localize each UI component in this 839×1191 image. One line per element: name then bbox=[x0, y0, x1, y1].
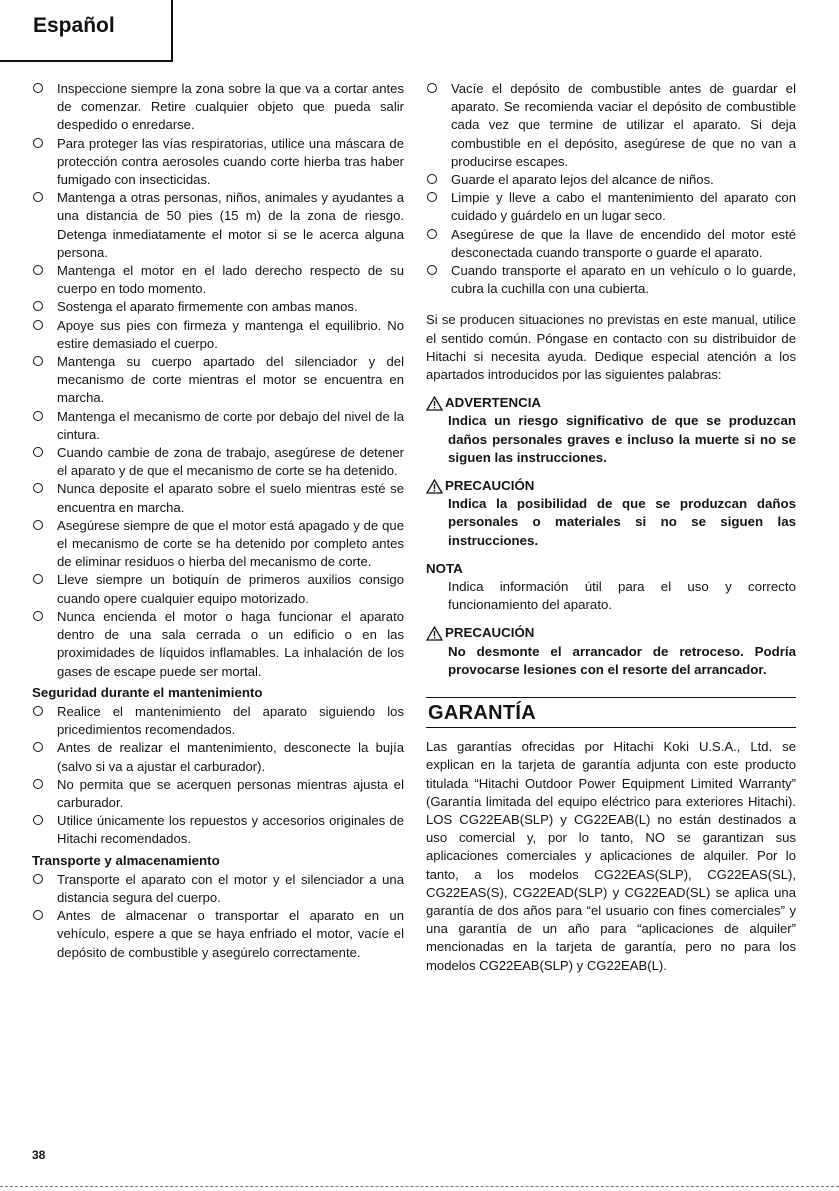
bullet-circle-icon bbox=[33, 520, 43, 530]
bullet-circle-icon bbox=[427, 229, 437, 239]
maintenance-list bbox=[32, 703, 404, 849]
advertencia-text: Indica un riesgo significativo de que se produzcan daños personales graves e incluso la muerte si no se siguen las instrucciones. bbox=[448, 413, 796, 465]
bullet-circle-icon bbox=[33, 815, 43, 825]
list-item: Asegúrese siempre de que el motor está apagado y de que el mecanismo de corte se ha detenido por completo antes de eliminar residuos o hierba del mecanismo de corte. bbox=[32, 517, 404, 572]
safety-list bbox=[32, 80, 404, 681]
signal-words-intro: Si se producen situaciones no previstas en este manual, utilice el sentido común. Póngase en contacto con su distribuidor de Hitachi si necesita ayuda. Dedique especial atención a los apartados introducidos por las siguientes palabras: bbox=[426, 312, 796, 383]
page-edge-line bbox=[0, 1186, 839, 1187]
list-item: Mantenga su cuerpo apartado del silenciador y del mecanismo de corte mientras el motor se encuentra en marcha. bbox=[32, 353, 404, 408]
list-item: Sostenga el aparato firmemente con ambas manos. bbox=[32, 298, 404, 316]
bullet-circle-icon bbox=[33, 192, 43, 202]
bullet-circle-icon bbox=[33, 411, 43, 421]
page-number: 38 bbox=[32, 1148, 46, 1162]
list-item: Antes de realizar el mantenimiento, desconecte la bujía (salvo si va a ajustar el carburador). bbox=[32, 739, 404, 775]
bullet-circle-icon bbox=[33, 483, 43, 493]
bullet-circle-icon bbox=[33, 574, 43, 584]
bullet-circle-icon bbox=[33, 138, 43, 148]
bullet-circle-icon bbox=[33, 910, 43, 920]
bullet-circle-icon bbox=[33, 742, 43, 752]
bullet-circle-icon bbox=[33, 874, 43, 884]
list-item: Antes de almacenar o transportar el aparato en un vehículo, espere a que se haya enfriado el motor, vacíe el depósito de combustible y asegúrelo correctamente. bbox=[32, 907, 404, 962]
nota-text: Indica información útil para el uso y correcto funcionamiento del aparato. bbox=[448, 579, 796, 613]
precaucion-text: Indica la posibilidad de que se produzcan daños personales o materiales si no se siguen las instrucciones. bbox=[448, 496, 796, 548]
advertencia-heading: ADVERTENCIA bbox=[426, 394, 796, 412]
list-item: Para proteger las vías respiratorias, utilice una máscara de protección contra aerosoles cuando corte hierba tras haber fumigado con insecticidas. bbox=[32, 135, 404, 190]
warning-triangle-icon bbox=[426, 626, 443, 641]
bullet-circle-icon bbox=[33, 611, 43, 621]
warranty-rule-bottom bbox=[426, 727, 796, 728]
bullet-circle-icon bbox=[33, 320, 43, 330]
bullet-circle-icon bbox=[427, 83, 437, 93]
bullet-circle-icon bbox=[33, 447, 43, 457]
precaucion2-text: No desmonte el arrancador de retroceso. Podría provocarse lesiones con el resorte del arrancador. bbox=[448, 643, 796, 677]
list-item: Realice el mantenimiento del aparato siguiendo los pricedimientos recomendados. bbox=[32, 703, 404, 739]
precaucion-heading: PRECAUCIÓN bbox=[426, 477, 796, 495]
bullet-circle-icon bbox=[427, 174, 437, 184]
precaucion2-heading: PRECAUCIÓN bbox=[426, 624, 796, 642]
list-item: Transporte el aparato con el motor y el silenciador a una distancia segura del cuerpo. bbox=[32, 871, 404, 907]
list-item: Vacíe el depósito de combustible antes de guardar el aparato. Se recomienda vaciar el depósito de combustible cada vez que termine de utilizar el aparato. Si deja combustible en el depósito, asegúrese de que no van a producirse escapes. bbox=[426, 80, 796, 171]
list-item: Nunca deposite el aparato sobre el suelo mientras esté se encuentra en marcha. bbox=[32, 480, 404, 516]
warranty-title: GARANTÍA bbox=[428, 702, 536, 725]
list-item: Mantenga el motor en el lado derecho respecto de su cuerpo en todo momento. bbox=[32, 262, 404, 298]
warning-triangle-icon bbox=[426, 396, 443, 411]
list-item: Limpie y lleve a cabo el mantenimiento del aparato con cuidado y guárdelo en un lugar seco. bbox=[426, 189, 796, 225]
transport-heading: Transporte y almacenamiento bbox=[32, 852, 220, 868]
right-column bbox=[426, 80, 796, 975]
left-column bbox=[32, 80, 404, 962]
language-label: Español bbox=[33, 14, 115, 37]
bullet-circle-icon bbox=[33, 356, 43, 366]
list-item: Mantenga el mecanismo de corte por debajo del nivel de la cintura. bbox=[32, 408, 404, 444]
list-item: Apoye sus pies con firmeza y mantenga el equilibrio. No estire demasiado el cuerpo. bbox=[32, 317, 404, 353]
language-tab bbox=[0, 0, 173, 62]
list-item: Lleve siempre un botiquín de primeros auxilios consigo cuando opere cualquier equipo motorizado. bbox=[32, 571, 404, 607]
bullet-circle-icon bbox=[33, 265, 43, 275]
bullet-circle-icon bbox=[427, 265, 437, 275]
list-item: Inspeccione siempre la zona sobre la que va a cortar antes de comenzar. Retire cualquier objeto que pueda salir despedido o enredarse. bbox=[32, 80, 404, 135]
list-item: Asegúrese de que la llave de encendido del motor esté desconectada cuando transporte o guarde el aparato. bbox=[426, 226, 796, 262]
nota-heading: NOTA bbox=[426, 560, 463, 576]
list-item: Guarde el aparato lejos del alcance de niños. bbox=[426, 171, 796, 189]
list-item: Mantenga a otras personas, niños, animales y ayudantes a una distancia de 50 pies (15 m) de la zona de riesgo. Detenga inmediatamente el motor si se le acerca alguna persona. bbox=[32, 189, 404, 262]
transport-list bbox=[32, 871, 404, 962]
bullet-circle-icon bbox=[33, 706, 43, 716]
maintenance-heading: Seguridad durante el mantenimiento bbox=[32, 684, 263, 700]
bullet-circle-icon bbox=[33, 301, 43, 311]
list-item: Cuando cambie de zona de trabajo, asegúrese de detener el aparato y de que el mecanismo de corte se ha detenido. bbox=[32, 444, 404, 480]
warning-triangle-icon bbox=[426, 479, 443, 494]
warranty-text: Las garantías ofrecidas por Hitachi Koki U.S.A., Ltd. se explican en la tarjeta de garantía adjunta con este producto titulada “Hitachi Outdoor Power Equipment Limited Warranty” (Garantía limitada del equipo eléctrico para exteriores Hitachi). LOS CG22EAB(SLP) y CG22EAB(L) no están destinados a uso comercial y, por lo tanto, NO se garantizan sus aplicaciones comerciales y aplicaciones de alquiler. Por lo tanto, a los modelos CG22EAS(SLP), CG22EAS(SL), CG22EAS(S), CG22EAD(SLP) y CG22EAD(SL) se aplica una garantía de dos años para “el usuario con fines comerciales” y una garantía de un año para “aplicaciones de alquiler” mencionadas en la tarjeta de garantía, pero no para los modelos CG22EAB(SLP) y CG22EAB(L). bbox=[426, 739, 796, 973]
list-item: Cuando transporte el aparato en un vehículo o lo guarde, cubra la cuchilla con una cubierta. bbox=[426, 262, 796, 298]
list-item: Nunca encienda el motor o haga funcionar el aparato dentro de una sala cerrada o un edificio o en las proximidades de líquidos inflamables. La inhalación de los gases de escape puede ser mortal. bbox=[32, 608, 404, 681]
bullet-circle-icon bbox=[427, 192, 437, 202]
list-item: No permita que se acerquen personas mientras ajusta el carburador. bbox=[32, 776, 404, 812]
bullet-circle-icon bbox=[33, 83, 43, 93]
bullet-circle-icon bbox=[33, 779, 43, 789]
list-item: Utilice únicamente los repuestos y accesorios originales de Hitachi recomendados. bbox=[32, 812, 404, 848]
storage-list bbox=[426, 80, 796, 298]
